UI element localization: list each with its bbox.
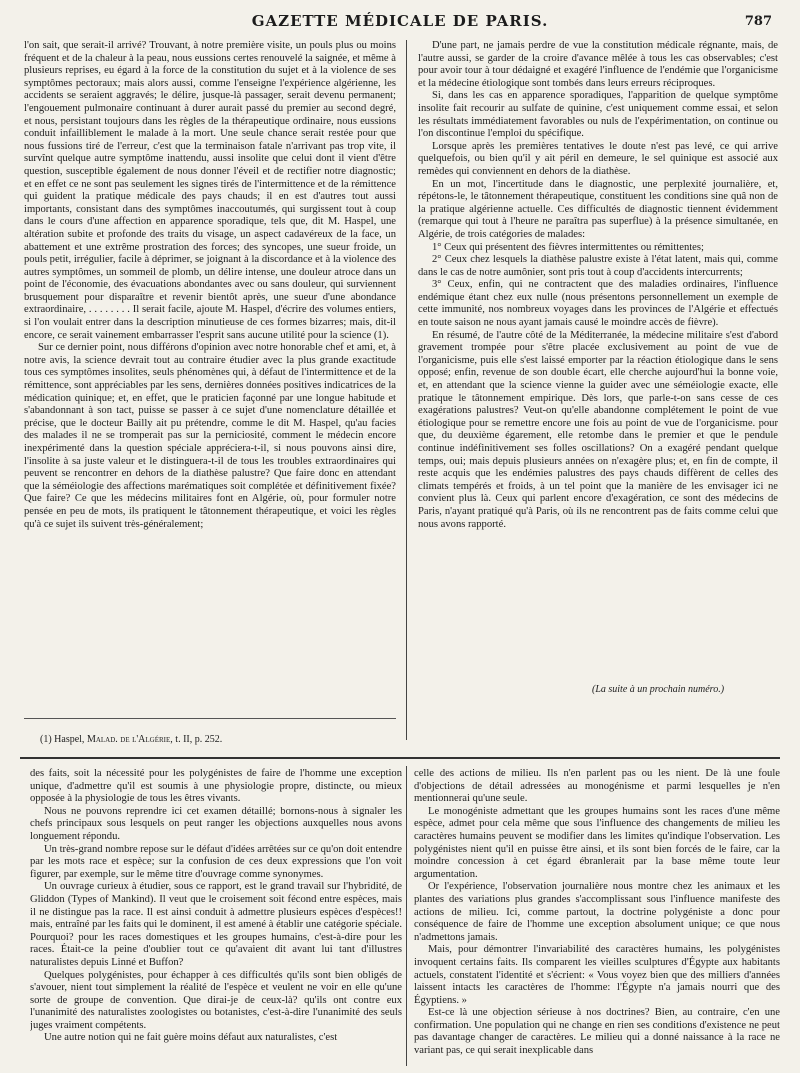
- page-header: [20, 8, 780, 34]
- paragraph: En résumé, de l'autre côté de la Méditerranée, la médecine militaire s'est d'abord gravement trompée pour s'être placée exclusivement au point de vue de l'organicisme, puis elle s'est laissé emporter par la réaction étiologique dans le sens opposé; enfin, revenue de son double écart, elle cherche aujourd'hui la bonne voie, et, en attendant que la science vienne la guider avec une séméiologie exacte, elle pratique le tâtonnement empirique. Dès lors, que parle-t-on sans cesse de ces exagérations palustres? Veut-on qu'elle abandonne complétement le point de vue étiologique pour se remettre encore une fois au point de vue de l'organicisme. pour que, du deuxième égarement, elle retombe dans le premier et que le pendule continue indéfinitivement ses folles oscillations? On a exagéré pendant quelque temps, oui; mais depuis plusieurs années on n'exagère plus; et, en fin de compte, il reste acquis que les endémies palustres des pays chauds diffèrent de celles des climats tempérés et froids, à un tel point que la manière de les envisager ici ne convient plus là. Ceux qui parlent encore d'exagération, ce sont des médecins de Paris, n'ayant pratiqué qu'à Paris, où ils ne rencontrent pas de faits comme celui que nous avons rapporté.: [418, 329, 778, 530]
- paragraph: des faits, soit la nécessité pour les polygénistes de faire de l'homme une exception unique, d'admettre qu'il est soumis à une physiologie propre, distincte, ou mieux opposée à la physiologie de tous les êtres vivants.: [30, 768, 402, 805]
- paragraph: Un ouvrage curieux à étudier, sous ce rapport, est le grand travail sur l'hybridité, de Gliddon (Types of Mankind). Il veut que le croisement soit fécond entre espèces, mais il ne distingue pas la race. Il est ainsi conduit à admettre plusieurs espèces d'espèces!! mais, entraîné par les faits qui le dominent, il est amené à établir une catégorie spéciale. Pourquoi? pour les races domestiques et les groupes humains, c'est-à-dire pour les races. Était-ce la peine d'oublier tout ce qu'avaient dit avant lui tant d'illustres naturalistes depuis Linné et Buffon?: [30, 881, 402, 968]
- footnote-source: Malad. de l'Algérie: [86, 734, 171, 745]
- column-divider-bottom: [406, 766, 407, 1066]
- paragraph: D'une part, ne jamais perdre de vue la constitution médicale régnante, mais, de l'autre aussi, se garder de la croire d'avance mêlée à tous les cas observables; c'est pour avoir tour à tour dédaigné et exagéré l'influence de l'endémie que l'organicisme et la médecine étiologique sont tombés dans leurs erreurs réciproques.: [418, 40, 778, 89]
- paragraph: Est-ce là une objection sérieuse à nos doctrines? Bien, au contraire, c'en une confirmation. Une population qui ne change en rien ses conditions d'existence ne peut pas davantage changer de caractères. Le milieu qui a donné naissance à la race ne variant pas, ce qui serait inexplicable dans: [414, 1007, 780, 1057]
- journal-title: GAZETTE MÉDICALE DE PARIS.: [251, 12, 549, 30]
- continued-note: (La suite à un prochain numéro.): [592, 684, 725, 695]
- page-number: 787: [744, 13, 772, 29]
- bottom-right-column: [414, 768, 780, 1068]
- column-divider: [406, 40, 407, 740]
- footnote-rule: [24, 718, 396, 719]
- paragraph: Nous ne pouvons reprendre ici cet examen détaillé; bornons-nous à signaler les chefs principaux sous lesquels on peut ranger les objections auxquelles nous avons longuement répondu.: [30, 805, 402, 842]
- footnote-rest: , t. II, p. 252.: [170, 734, 223, 745]
- top-left-column: [24, 40, 396, 702]
- bottom-left-column: [30, 768, 402, 1068]
- paragraph: Or l'expérience, l'observation journalière nous montre chez les animaux et les plantes des variations plus grandes s'accomplissant sous l'influence manifeste des actions de milieu. Ici, comme partout, la doctrine polygéniste a donc pour conséquence de faire de l'homme une exception absolument unique; ce que nous n'admettons jamais.: [414, 881, 780, 943]
- paragraph: Un très-grand nombre repose sur le défaut d'idées arrêtées sur ce qu'on doit entendre par les mots race et espèce; sur la confusion de ces deux expressions que l'on voit figurer, par exemple, sur le même titre d'ouvrage comme synonymes.: [30, 843, 402, 880]
- section-divider: [20, 757, 780, 759]
- paragraph: Quelques polygénistes, pour échapper à ces difficultés qu'ils sont bien obligés de s'avouer, nient tout simplement la réalité de l'espèce et veulent ne voir en elle qu'une sorte de groupe de convention. Que dirai-je de ceux-là? qu'ils ont contre eux l'unanimité des naturalistes zoologistes ou botanistes, c'est-à-dire l'unanimité des seuls juges vraiment compétents.: [30, 969, 402, 1031]
- paragraph: En un mot, l'incertitude dans le diagnostic, une perplexité journalière, et, répétons-le, le tâtonnement thérapeutique, constituent les conditions sine quâ non de la pratique algérienne actuelle. Ces difficultés de diagnostic tiennent évidemment (remarque qui tout à l'heure ne paraîtra pas superflue) à la présence simultanée, en Algérie, de trois catégories de malades:: [418, 178, 778, 240]
- paragraph: Une autre notion qui ne fait guère moins défaut aux naturalistes, c'est: [44, 1032, 338, 1044]
- list-item: 2° Ceux chez lesquels la diathèse palustre existe à l'état latent, mais qui, comme dans le cas de notre aumônier, sont pris tout à coup d'accidents intercurrents;: [418, 254, 778, 278]
- footnote-text: (1) Haspel,: [40, 734, 87, 745]
- paragraph: l'on sait, que serait-il arrivé? Trouvant, à notre première visite, un pouls plus ou moins fréquent et de la chaleur à la peau, nous eussions certes renouvelé la saignée, et même à plusieurs reprises, eu égard à la force de la constitution du sujet et à la violence de ses symptômes pectoraux; mais alors aussi, comme l'enseigne l'expérience algérienne, les accidents se seraient aggravés; le délire, jusque-là passager, serait devenu permanent; l'engouement pulmonaire continuant à durer aurait passé du premier au second degré, et nous, persistant toujours dans les règles de la thérapeutique ordinaire, nous eussions conduit infailliblement le malade à la mort. Une seule chance serait restée pour que nous fussions tiré de l'erreur, c'est que la terminaison fatale n'arrivant pas trop vite, il survînt quelque autre symptôme inattendu, aussi insolite que celui dont il vient d'être question, susceptible également de nous donner l'éveil et de rectifier notre diagnostic; et en effet ce ne sont pas seulement les signes tirés de l'intermittence et de la rémittence qui guident la pratique médicale des pays chauds; il en est d'autres tout aussi importants, consistant dans des symptômes inaccoutumés, qui surgissent tout à coup dans le cours d'une affection en apparence sporadique, tels que, dit M. Haspel, une altération subite et profonde des traits du visage, un aspect cadavéreux de la face, un abattement et une extrême prostration des forces; des syncopes, une sueur froide, un pouls petit, irrégulier, facile à déprimer, se joignant à la discordance et à la violence des autres symptômes, un sommeil de plomb, un délire intense, une douleur atroce dans un point de l'économie, des évacuations abondantes avec ou sans douleur, qui surviennent brusquement pour disparaître et revenir bientôt après, une sueur d'une abondance extraordinaire, . . . . . . . . Il serait facile, ajoute M. Haspel, d'écrire des volumes entiers, si l'on voulait entrer dans la description minutieuse de ces formes bizarres; mais, dit-il encore, ce serait vainement embarrasser l'esprit sans aucune utilité pour la science (1).: [24, 40, 396, 341]
- paragraph: Lorsque après les premières tentatives le doute n'est pas levé, ce qui arrive quelquefois, ou bien qu'il y ait péril en demeure, le sel quinique est associé aux remèdes qui conviennent en dehors de la diathèse.: [418, 140, 778, 177]
- paragraph: Le monogéniste admettant que les groupes humains sont les races d'une même espèce, admet pour cela même que sous l'influence des changements de milieu les caractères humains peuvent se modifier dans les limites qu'indique l'observation. Les polygénistes nient qu'il en puisse être ainsi, et ils sont bien forcés de le faire, car la moindre concession à cet égard ébranlerait par la base même toute leur argumentation.: [414, 805, 780, 880]
- top-right-column: [418, 40, 778, 700]
- footnote: [40, 734, 222, 745]
- paragraph: Si, dans les cas en apparence sporadiques, l'apparition de quelque symptôme insolite fait recourir au sulfate de quinine, c'est uniquement comme essai, et selon les résultats immédiatement favorables ou nuls de l'expérimentation, on continue ou l'on discontinue l'emploi du spécifique.: [418, 90, 778, 140]
- paragraph: Sur ce dernier point, nous différons d'opinion avec notre honorable chef et ami, et, à notre avis, la science devrait tout au contraire étudier avec la plus grande exactitude tous ces symptômes insolites, seuls phénomènes qui, à défaut de l'intermittence et de la rémittence, sont appréciables par les sens, dernières données positives indicatrices de la médication quinique; et, en effet, que le praticien façonné par une longue habitude et s'abandonnant à son tact, puisse se passer à ce sujet d'une nomenclature détaillée et précise, que le docteur Bailly ait pu prétendre, comme le dit M. Haspel, qu'au facies des malades il ne se tromperait pas sur la perniciosité, comment le médecin encore inexpérimenté dans la question spéciale appréciera-t-il, si nous pouvons ainsi dire, l'insolite à sa juste valeur et le distinguera-t-il de tous les troubles extraordinaires qui peuvent se rencontrer en dehors de la diathèse palustre? Que faire donc en attendant que la séméiologie des affections marématiques soit complétée et définitivement fixée? Que faire? Ce que les médecins militaires font en Algérie, où, pour formuler notre pensée en peu de mots, ils pratiquent le tâtonnement thérapeutique, et voici les règles qu'à ce sujet ils suivent très-généralement;: [24, 342, 396, 530]
- paragraph: celle des actions de milieu. Ils n'en parlent pas ou les nient. De là une foule d'objections de détail adressées au monogénisme et parmi lesquelles je n'en mentionnerai qu'une seule.: [414, 768, 780, 805]
- list-item: 1° Ceux qui présentent des fièvres intermittentes ou rémittentes;: [432, 241, 704, 253]
- list-item: 3° Ceux, enfin, qui ne contractent que des maladies ordinaires, l'influence endémique étant chez eux nulle (nous présentons personnellement un exemple de cette immunité, nos nombreux voyages dans les provinces de l'Algérie et effectués en toute saison ne nous ayant jamais causé le moindre accès de fièvre).: [418, 279, 778, 329]
- paragraph: Mais, pour démontrer l'invariabilité des caractères humains, les polygénistes invoquent certains faits. Ils comparent les vieilles sculptures d'Égypte aux habitants actuels, constatent l'identité et s'écrient: « Vous voyez bien que des milliers d'années laissent intacts les caractères de l'homme: l'Égypte n'a jamais nourri que des Égyptiens. »: [414, 944, 780, 1006]
